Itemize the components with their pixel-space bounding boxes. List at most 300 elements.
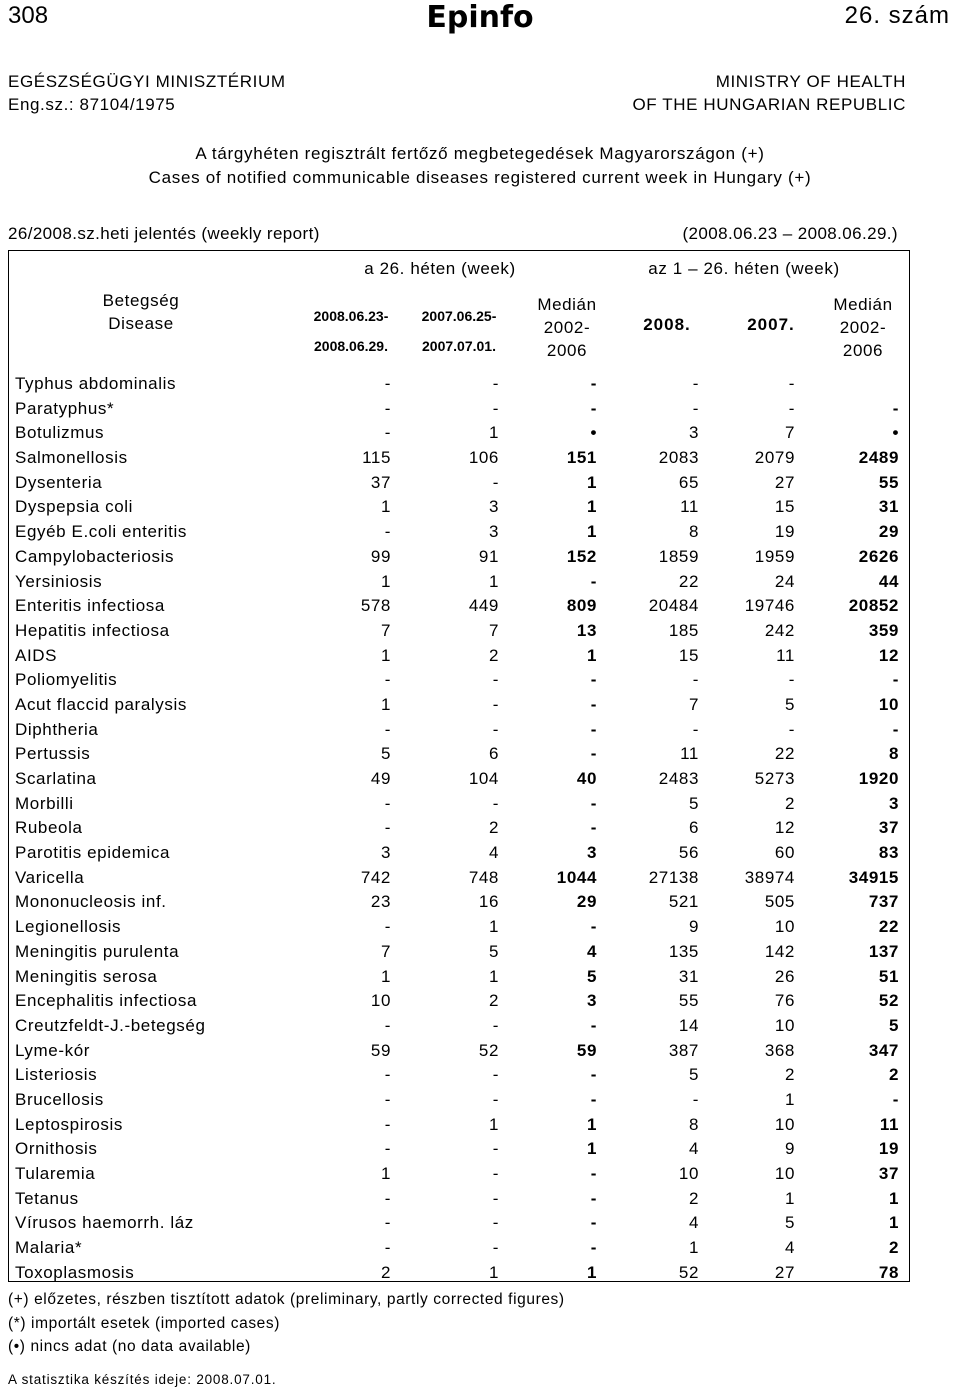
cell-2008-cumulative: 31 (678, 966, 699, 986)
cell-2008-cumulative: 135 (668, 941, 699, 961)
cell-2007-week: 1 (488, 571, 499, 591)
cell-2008-week: 37 (370, 472, 391, 492)
cell-2008-week: 1 (380, 497, 391, 517)
title-hu: A tárgyhéten regisztrált fertőző megbetegedések Magyarországon (+) (195, 144, 765, 163)
cumulative-group-header: az 1 – 26. héten (week) (648, 259, 840, 278)
cell-2008-week: - (384, 1065, 391, 1085)
cell-2008-week: 99 (370, 546, 391, 566)
disease-name: Tularemia (15, 1164, 96, 1183)
cell-2007-week: - (492, 1065, 499, 1085)
cell-2007-cumulative: 5 (784, 694, 795, 714)
cell-2007-week: 5 (488, 941, 499, 961)
cell-2008-week: - (384, 1188, 391, 1208)
cell-median-week: - (590, 1188, 597, 1208)
cell-2007-week: - (492, 1164, 499, 1183)
cell-median-week: - (590, 744, 597, 764)
cell-2008-cumulative: 14 (678, 1015, 699, 1035)
cell-2008-cumulative: 15 (678, 645, 699, 665)
cell-2008-cumulative: 5 (688, 1065, 699, 1085)
cell-median-cumulative: 20852 (848, 596, 899, 616)
cell-2007-week: 2 (488, 818, 499, 838)
cell-2008-cumulative: 56 (678, 843, 699, 863)
cell-median-cumulative: 2626 (858, 546, 899, 566)
cell-median-week: - (590, 1089, 597, 1109)
registration-number: Eng.sz.: 87104/1975 (8, 95, 176, 114)
cell-2008-cumulative: 4 (688, 1213, 699, 1233)
table-row (9, 742, 909, 767)
disease-name: Mononucleosis inf. (15, 892, 167, 912)
cell-2008-cumulative: 521 (668, 892, 699, 912)
cell-2008-cumulative: 2483 (658, 769, 699, 788)
table-row (9, 792, 909, 817)
cell-median-week: 1 (586, 472, 597, 492)
cell-2007-week: 1 (488, 1262, 499, 1282)
table-row (9, 1187, 909, 1212)
cell-median-cumulative: 737 (868, 892, 899, 912)
cell-2008-cumulative: 6 (688, 818, 699, 838)
table-row (9, 1162, 909, 1187)
cell-2007-cumulative: 505 (764, 892, 795, 912)
table-row (9, 570, 909, 595)
cell-2007-week: 2 (488, 991, 499, 1011)
cell-2007-cumulative: 4 (784, 1238, 795, 1258)
cell-2008-cumulative: 22 (678, 571, 699, 591)
cell-2007-week: 449 (468, 596, 499, 616)
cell-2008-cumulative: 5 (688, 793, 699, 813)
cell-2007-week: - (492, 1238, 499, 1258)
disease-name: Pertussis (15, 744, 91, 764)
disease-name: Malaria* (15, 1238, 83, 1258)
cell-median-week: 59 (576, 1040, 597, 1060)
cell-2008-cumulative: 2083 (658, 448, 699, 468)
cell-2007-week: - (492, 1213, 499, 1233)
table-row (9, 1261, 909, 1286)
cell-median-cumulative: 10 (878, 694, 899, 714)
cell-2007-week: 106 (468, 448, 499, 468)
table-row (9, 520, 909, 545)
cell-2008-week: 742 (360, 867, 391, 887)
cell-median-cumulative: 37 (878, 818, 899, 838)
cell-2007-cumulative: 76 (774, 991, 795, 1011)
table-row (9, 594, 909, 619)
cell-2008-week: - (384, 793, 391, 813)
current-week-group-header: a 26. héten (week) (364, 259, 516, 278)
cell-2007-cumulative: 142 (764, 941, 795, 961)
cell-median-cumulative: 5 (888, 1015, 899, 1035)
cell-median-cumulative: 3 (888, 793, 899, 813)
cell-2008-week: 2 (380, 1262, 391, 1282)
cell-2008-week: 23 (370, 892, 391, 912)
col-2007-cumulative-header: 2007. (747, 315, 795, 334)
cell-median-cumulative: 347 (868, 1040, 899, 1060)
cell-2008-week: 10 (370, 991, 391, 1011)
disease-name: Brucellosis (15, 1089, 104, 1109)
cell-2008-cumulative: - (692, 398, 699, 418)
cell-2008-week: - (384, 522, 391, 542)
cell-2007-cumulative: 10 (774, 1164, 795, 1183)
cell-median-cumulative: 22 (878, 917, 899, 937)
cell-2008-week: 3 (380, 843, 391, 863)
disease-name: Lyme-kór (15, 1040, 91, 1060)
report-label: 26/2008.sz.heti jelentés (weekly report) (8, 224, 320, 243)
cell-2008-week: 1 (380, 1164, 391, 1183)
cell-2007-week: 1 (488, 1114, 499, 1134)
cell-2008-cumulative: - (692, 670, 699, 690)
disease-name: Acut flaccid paralysis (15, 694, 187, 714)
disease-column-header (71, 289, 211, 335)
table-row (9, 915, 909, 940)
disease-name: Leptospirosis (15, 1114, 123, 1134)
cell-median-cumulative: 31 (878, 497, 899, 517)
cell-2007-cumulative: 15 (774, 497, 795, 517)
disease-name: Encephalitis infectiosa (15, 991, 198, 1011)
cell-median-cumulative: 44 (878, 571, 899, 591)
cell-2007-cumulative: 19 (774, 522, 795, 542)
cell-2008-cumulative: 10 (678, 1164, 699, 1183)
title-en: Cases of notified communicable diseases registered current week in Hungary (+) (148, 168, 812, 187)
ministry-hu (8, 70, 286, 116)
cell-2008-cumulative: 387 (668, 1040, 699, 1060)
cell-2007-week: 7 (488, 620, 499, 640)
table-row (9, 397, 909, 422)
ministry-en-country: OF THE HUNGARIAN REPUBLIC (632, 95, 906, 114)
disease-header-hu: Betegség (102, 291, 180, 310)
cell-2007-week: - (492, 1015, 499, 1035)
table-row (9, 421, 909, 446)
disease-name: Typhus abdominalis (15, 374, 177, 393)
table-row (9, 1211, 909, 1236)
cell-2007-cumulative: 5 (784, 1213, 795, 1233)
footnote-no-data: (•) nincs adat (no data available) (8, 1338, 251, 1355)
ministry-hu-name: EGÉSZSÉGÜGYI MINISZTÉRIUM (8, 72, 286, 91)
cell-2007-cumulative: 5273 (754, 769, 795, 788)
cell-2007-cumulative: 12 (774, 818, 795, 838)
table-row (9, 1113, 909, 1138)
cell-2007-week: 6 (488, 744, 499, 764)
cell-2007-cumulative: 60 (774, 843, 795, 863)
cell-2007-cumulative: 10 (774, 1015, 795, 1035)
col-2008-week-header (305, 301, 397, 361)
table-row (9, 545, 909, 570)
table-row (9, 693, 909, 718)
disease-name: Campylobacteriosis (15, 546, 175, 566)
cell-2007-cumulative: 26 (774, 966, 795, 986)
table-row (9, 446, 909, 471)
cell-2008-week: 1 (380, 571, 391, 591)
cell-median-cumulative: 1 (888, 1213, 899, 1233)
cell-2007-cumulative: 22 (774, 744, 795, 764)
disease-name: Yersiniosis (15, 571, 103, 591)
cell-2007-week: 16 (478, 892, 499, 912)
cell-2008-week: - (384, 818, 391, 838)
cell-median-cumulative: 1 (888, 1188, 899, 1208)
table-row (9, 1039, 909, 1064)
table-row (9, 940, 909, 965)
table-row (9, 372, 909, 397)
disease-table (8, 250, 910, 1282)
cell-2008-week: - (384, 670, 391, 690)
disease-name: Meningitis purulenta (15, 941, 180, 961)
cell-2008-cumulative: 3 (688, 423, 699, 443)
ministry-en (632, 70, 906, 116)
disease-name: Dysenteria (15, 472, 103, 492)
cell-2007-week: 1 (488, 966, 499, 986)
cell-2008-cumulative: 4 (688, 1139, 699, 1159)
cell-2008-cumulative: 11 (680, 744, 699, 764)
cell-median-week: 152 (566, 546, 597, 566)
disease-name: Scarlatina (15, 769, 97, 788)
cell-2008-week: 5 (380, 744, 391, 764)
cell-2007-cumulative: 7 (784, 423, 795, 443)
cell-2007-cumulative: 9 (784, 1139, 795, 1159)
cell-2007-week: - (492, 1139, 499, 1159)
cell-2007-cumulative: 1959 (754, 546, 795, 566)
cell-2008-week: - (384, 1089, 391, 1109)
footnote-preliminary: (+) előzetes, részben tisztított adatok (preliminary, partly corrected figures) (8, 1291, 565, 1308)
cell-2008-cumulative: 8 (688, 522, 699, 542)
cell-median-week: 1 (586, 522, 597, 542)
col-median-week-header (521, 293, 613, 362)
cell-2007-week: 91 (478, 546, 499, 566)
cell-median-week: 1 (586, 1262, 597, 1282)
cell-2008-cumulative: 8 (688, 1114, 699, 1134)
cell-2008-cumulative: 9 (688, 917, 699, 937)
cell-2008-week: 578 (360, 596, 391, 616)
cell-median-cumulative: 34915 (848, 867, 899, 887)
table-row (9, 718, 909, 743)
cell-median-week: 5 (586, 966, 597, 986)
table-row (9, 1063, 909, 1088)
cell-2007-week: - (492, 670, 499, 690)
report-dates: (2008.06.23 – 2008.06.29.) (682, 224, 898, 243)
cell-2008-cumulative: 7 (688, 694, 699, 714)
page-number: 308 (8, 2, 49, 29)
cell-2008-cumulative: - (692, 719, 699, 739)
col-median-cumulative-header (817, 293, 909, 362)
cell-2007-week: - (492, 719, 499, 739)
cell-2008-week: 1 (380, 694, 391, 714)
cell-2007-week: - (492, 1188, 499, 1208)
cell-2007-cumulative: - (788, 374, 795, 393)
cell-median-week: - (590, 1065, 597, 1085)
cell-2007-week: 52 (478, 1040, 499, 1060)
cell-median-cumulative: 83 (878, 843, 899, 863)
cell-median-week: - (590, 719, 597, 739)
cell-2008-week: 59 (370, 1040, 391, 1060)
cell-median-week: 1044 (556, 867, 597, 887)
cell-median-week: 40 (576, 769, 597, 788)
disease-name: Varicella (15, 867, 85, 887)
cell-median-week: 13 (576, 620, 597, 640)
cell-2007-cumulative: 19746 (744, 596, 795, 616)
cell-2008-week: - (384, 398, 391, 418)
cell-2008-cumulative: 65 (678, 472, 699, 492)
disease-name: Enteritis infectiosa (15, 596, 165, 616)
disease-name: Rubeola (15, 818, 83, 838)
issue-number: 26. szám (844, 2, 950, 29)
cell-2008-week: - (384, 1015, 391, 1035)
disease-name: Tetanus (15, 1188, 79, 1208)
cell-2007-week: 3 (488, 522, 499, 542)
median-label: Medián (537, 295, 597, 314)
cell-2007-week: 2 (488, 645, 499, 665)
median-range-end: 2006 (546, 341, 588, 360)
disease-name: Listeriosis (15, 1065, 98, 1085)
cell-2008-week: 49 (370, 769, 391, 788)
footnotes (8, 1288, 565, 1359)
cell-2008-week: - (384, 374, 391, 393)
table-row (9, 1088, 909, 1113)
cell-2007-week: 1 (488, 423, 499, 443)
cell-2008-week: 7 (380, 941, 391, 961)
cell-median-cumulative: 12 (878, 645, 899, 665)
cell-median-week: 3 (586, 843, 597, 863)
cell-2007-cumulative: - (788, 670, 795, 690)
disease-name: Salmonellosis (15, 448, 128, 468)
cell-2007-cumulative: 2 (784, 793, 795, 813)
cell-median-cumulative: - (892, 398, 899, 418)
table-row (9, 866, 909, 891)
cell-2007-week: - (492, 793, 499, 813)
table-row (9, 841, 909, 866)
cell-2008-week: - (384, 917, 391, 937)
table-row (9, 816, 909, 841)
cell-median-week: 3 (586, 991, 597, 1011)
cell-2008-cumulative: 20484 (648, 596, 699, 616)
table-row (9, 1236, 909, 1261)
cell-2007-cumulative: - (788, 719, 795, 739)
cell-median-week: - (590, 1015, 597, 1035)
cell-2008-week: - (384, 1139, 391, 1159)
table-row (9, 965, 909, 990)
table-row (9, 767, 909, 792)
disease-name: Poliomyelitis (15, 670, 118, 690)
table-row (9, 495, 909, 520)
cell-2007-week: 104 (468, 769, 499, 788)
cell-2007-cumulative: 10 (774, 917, 795, 937)
cell-median-week: • (590, 423, 597, 443)
cell-median-week: 1 (586, 645, 597, 665)
cell-2007-cumulative: 27 (774, 472, 795, 492)
cell-2007-cumulative: 2079 (754, 448, 795, 468)
cell-median-cumulative: 29 (878, 522, 899, 542)
cell-median-cumulative: 11 (879, 1114, 899, 1134)
disease-header-en: Disease (108, 314, 174, 333)
disease-name: Creutzfeldt-J.-betegség (15, 1015, 206, 1035)
disease-name: Legionellosis (15, 917, 122, 937)
cell-median-week: 809 (566, 596, 597, 616)
cell-median-week: - (590, 1238, 597, 1258)
disease-name: Paratyphus* (15, 398, 115, 418)
disease-name: Egyéb E.coli enteritis (15, 522, 187, 542)
cell-2007-cumulative: 38974 (744, 867, 795, 887)
cell-2007-cumulative: 242 (764, 620, 795, 640)
disease-name: Meningitis serosa (15, 966, 158, 986)
cell-2007-week: - (492, 1089, 499, 1109)
cell-median-week: - (590, 694, 597, 714)
cell-2008-cumulative: 2 (688, 1188, 699, 1208)
cell-2007-week: - (492, 374, 499, 393)
disease-name: Hepatitis infectiosa (15, 620, 170, 640)
cell-2007-cumulative: 1 (784, 1188, 795, 1208)
cell-2007-cumulative: 24 (774, 571, 795, 591)
col-2007-week-header (413, 301, 505, 361)
cell-median-week: 1 (586, 497, 597, 517)
cell-2008-cumulative: 1859 (658, 546, 699, 566)
cell-median-cumulative: 8 (888, 744, 899, 764)
cell-median-week: - (590, 818, 597, 838)
table-body (9, 372, 909, 1285)
cell-median-week: - (590, 1213, 597, 1233)
col-2007-week-end: 2007.07.01. (422, 338, 496, 354)
cell-2008-week: 1 (380, 966, 391, 986)
ministry-en-name: MINISTRY OF HEALTH (715, 72, 906, 91)
cell-median-cumulative: 137 (868, 941, 899, 961)
table-row (9, 619, 909, 644)
cell-median-week: 151 (566, 448, 597, 468)
cell-2007-cumulative: 10 (774, 1114, 795, 1134)
cell-median-cumulative: 19 (878, 1139, 899, 1159)
footnote-imported: (*) importált esetek (imported cases) (8, 1314, 281, 1332)
epinfo-logo: Epinfo (426, 0, 534, 35)
cell-2008-week: 115 (362, 448, 391, 468)
cell-median-week: - (590, 793, 597, 813)
cell-2007-cumulative: - (788, 398, 795, 418)
cell-median-week: - (590, 670, 597, 690)
cell-2008-week: 1 (380, 645, 391, 665)
disease-name: AIDS (15, 645, 58, 665)
cell-median-cumulative: 55 (878, 472, 899, 492)
cell-median-week: 1 (586, 1114, 597, 1134)
table-row (9, 890, 909, 915)
statistics-date: A statisztika készítés ideje: 2008.07.01. (8, 1372, 277, 1387)
median-range-start: 2002- (839, 318, 887, 337)
disease-name: Ornithosis (15, 1139, 98, 1159)
disease-name: Toxoplasmosis (15, 1262, 135, 1282)
col-2007-week-start: 2007.06.25- (421, 308, 497, 324)
table-row (9, 989, 909, 1014)
cell-median-cumulative: 2489 (858, 448, 899, 468)
cell-median-cumulative: - (892, 670, 899, 690)
cell-2008-cumulative: 52 (678, 1262, 699, 1282)
cell-median-week: - (590, 917, 597, 937)
median-label: Medián (833, 295, 893, 314)
cell-median-cumulative: • (892, 423, 899, 443)
table-row (9, 471, 909, 496)
cell-median-cumulative: - (892, 1089, 899, 1109)
col-2008-cumulative-header: 2008. (643, 315, 691, 334)
cell-2007-week: 748 (468, 867, 499, 887)
report-line (8, 224, 898, 244)
cell-median-cumulative: - (892, 719, 899, 739)
cell-median-cumulative: 52 (878, 991, 899, 1011)
cell-2007-cumulative: 11 (776, 645, 795, 665)
cell-median-cumulative: 37 (878, 1164, 899, 1183)
cell-2007-week: 3 (488, 497, 499, 517)
cell-median-week: - (590, 571, 597, 591)
cell-2007-week: - (492, 398, 499, 418)
cell-2008-cumulative: - (692, 374, 699, 393)
cell-2008-week: - (384, 719, 391, 739)
cell-2007-cumulative: 368 (764, 1040, 795, 1060)
document-title (0, 142, 960, 190)
cell-2008-cumulative: 11 (680, 497, 699, 517)
cell-2008-week: 7 (380, 620, 391, 640)
cell-2007-week: - (492, 472, 499, 492)
col-2008-week-end: 2008.06.29. (314, 338, 388, 354)
table-row (9, 644, 909, 669)
cell-2007-cumulative: 2 (784, 1065, 795, 1085)
